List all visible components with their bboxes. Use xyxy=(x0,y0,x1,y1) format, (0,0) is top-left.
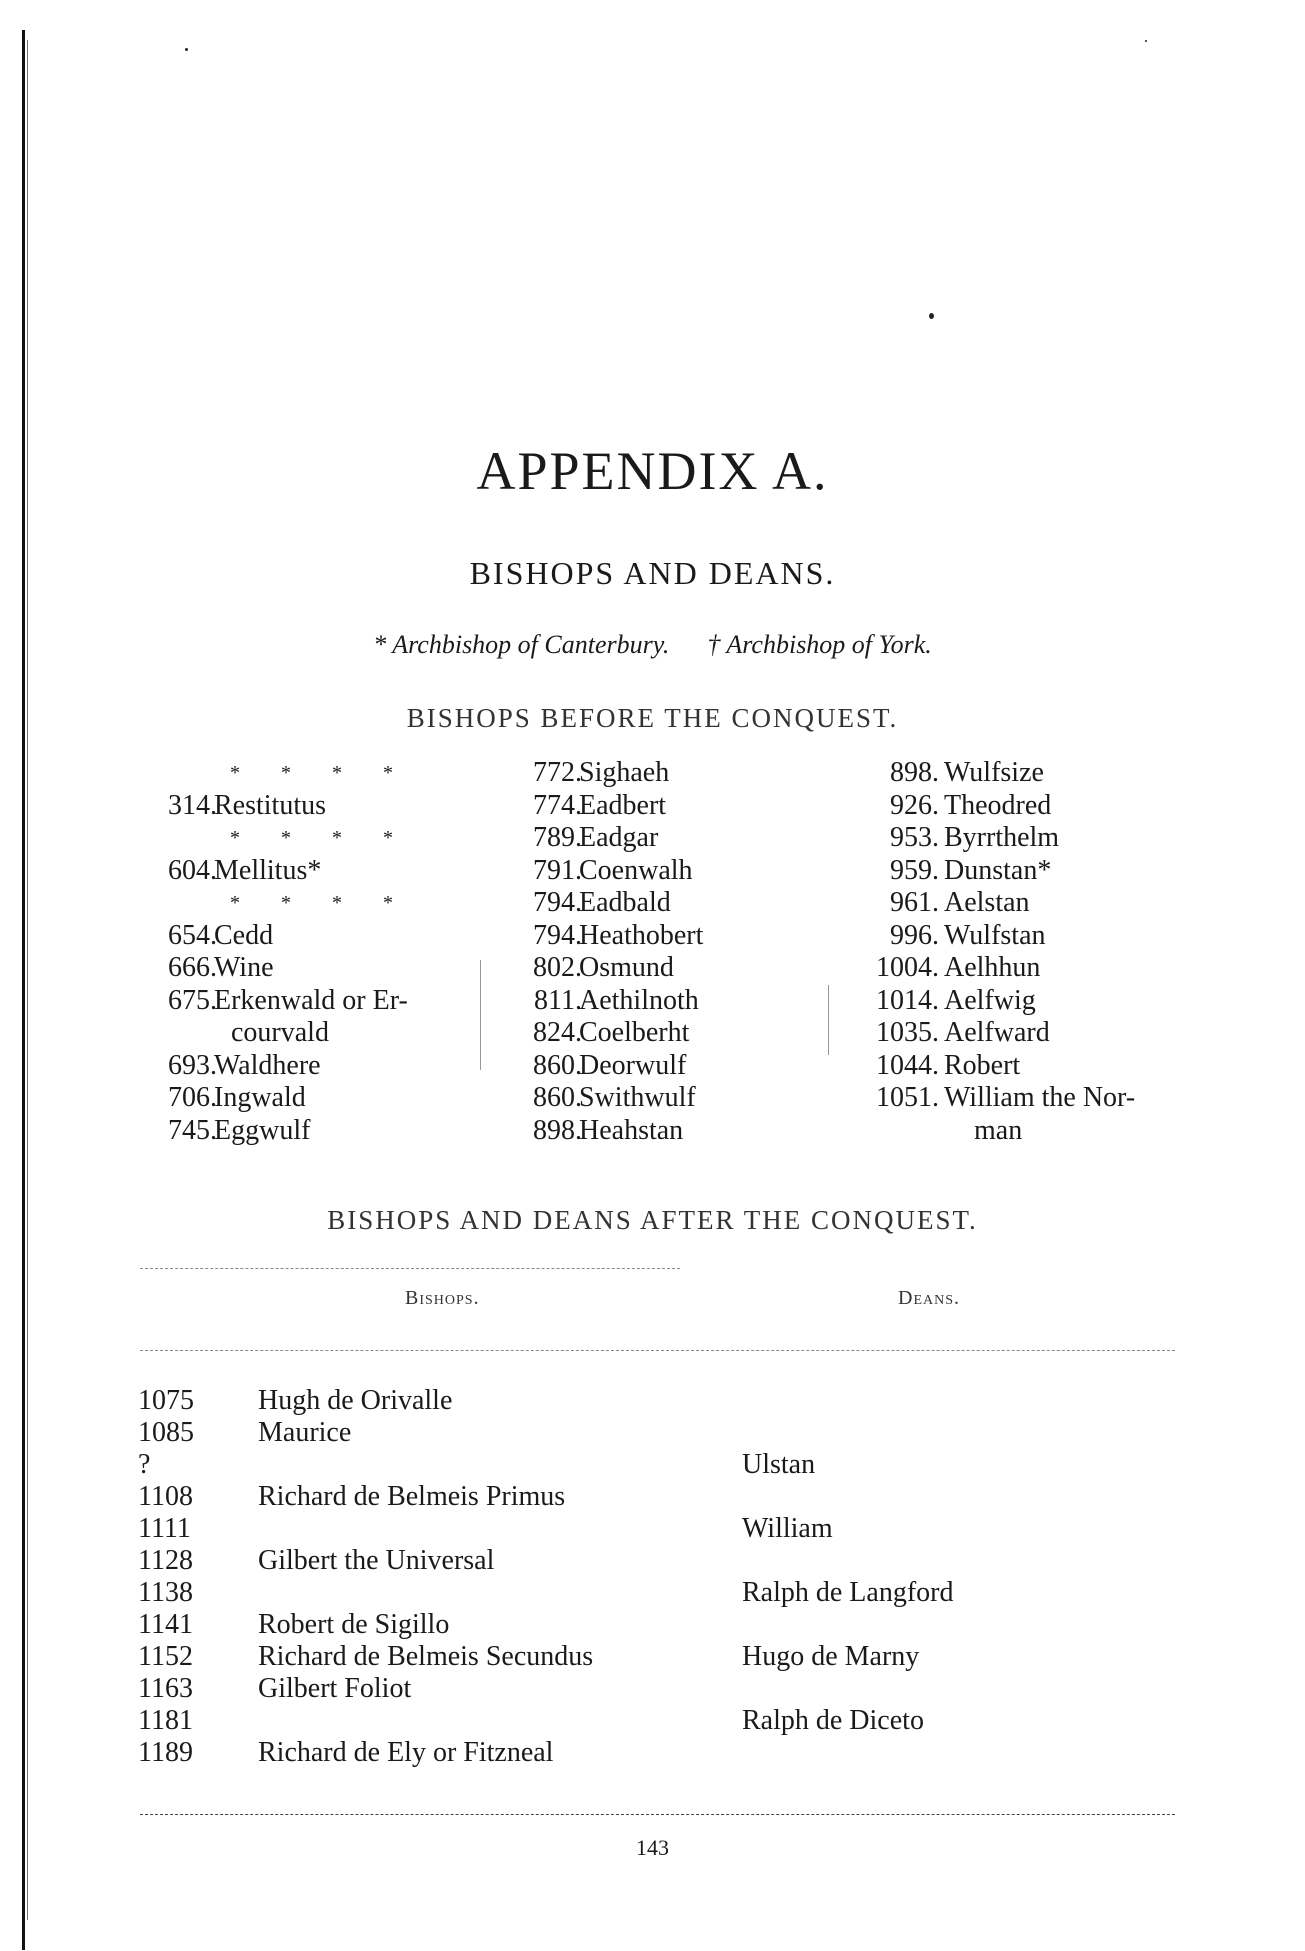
list-item: 860. Deorwulf xyxy=(533,1049,687,1081)
table-row: 1189 Richard de Ely or Fitzneal xyxy=(138,1737,554,1768)
list-item: 666. Wine xyxy=(168,952,274,983)
list-item: 794. Eadbald xyxy=(533,887,671,918)
page-number: 143 xyxy=(636,1835,669,1860)
list-item: 1044. Robert xyxy=(876,1049,1021,1081)
table-row: 1163 Gilbert Foliot xyxy=(138,1673,412,1704)
scan-speck xyxy=(929,313,934,319)
list-item: 961. Aelstan xyxy=(890,887,1030,918)
section-heading-before-conquest: BISHOPS BEFORE THE CONQUEST. xyxy=(406,703,899,733)
list-item: 604. Mellitus* xyxy=(168,854,322,886)
column-header-bishops: Bishops. xyxy=(405,1287,480,1309)
table-row: 1141 Robert de Sigillo xyxy=(138,1609,450,1640)
list-item: 926. Theodred xyxy=(890,789,1052,821)
table-row: 1075 Hugh de Orivalle xyxy=(138,1385,453,1416)
column-header-deans: Deans. xyxy=(898,1287,961,1309)
legend xyxy=(0,630,1305,660)
scan-speck xyxy=(185,48,188,51)
legend-canterbury: * Archbishop of Canterbury. xyxy=(373,630,670,659)
column-divider xyxy=(480,960,481,1070)
list-item: 898. Heahstan xyxy=(533,1114,684,1146)
table-row: 1108 Richard de Belmeis Primus xyxy=(138,1481,566,1512)
page-subtitle: BISHOPS AND DEANS. xyxy=(469,555,836,591)
legend-york: † Archbishop of York. xyxy=(707,630,932,659)
table-row: 1111 William xyxy=(138,1513,833,1544)
list-item: 774. Eadbert xyxy=(533,789,667,821)
list-item: * * * * xyxy=(230,892,411,914)
section-heading-after-conquest: BISHOPS AND DEANS AFTER THE CONQUEST. xyxy=(327,1205,978,1235)
table-row: 1152 Richard de Belmeis Secundus Hugo de Marny xyxy=(138,1641,920,1672)
table-row: 1138 Ralph de Langford xyxy=(138,1577,954,1608)
list-item: * * * * xyxy=(230,762,411,784)
list-item: 953. Byrrthelm xyxy=(890,822,1060,853)
list-item: 675. Erkenwald or Er- xyxy=(168,984,408,1016)
list-item: 898. Wulfsize xyxy=(890,757,1044,788)
list-item: 802. Osmund xyxy=(533,952,674,983)
list-item: 1004. Aelhhun xyxy=(876,952,1041,983)
list-item: 959. Dunstan* xyxy=(890,854,1052,886)
list-item: man xyxy=(974,1114,1023,1146)
list-item: 1014. Aelfwig xyxy=(876,984,1036,1016)
list-item: 1035. Aelfward xyxy=(876,1017,1050,1048)
list-item: 745. Eggwulf xyxy=(168,1114,311,1146)
before-column-3 xyxy=(840,757,1180,1147)
list-item: 654. Cedd xyxy=(168,919,274,951)
list-item: 791. Coenwalh xyxy=(533,854,693,886)
before-column-2 xyxy=(500,757,830,1147)
list-item: courvald xyxy=(231,1017,329,1048)
list-item: 1051. William the Nor- xyxy=(876,1082,1136,1113)
column-divider xyxy=(828,985,829,1055)
scan-speck xyxy=(1145,40,1147,42)
list-item: 811. Aethilnoth xyxy=(534,984,699,1016)
list-item: 314. Restitutus xyxy=(168,789,327,821)
table-row: 1128 Gilbert the Universal xyxy=(138,1545,495,1576)
table-row: 1181 Ralph de Diceto xyxy=(138,1705,924,1736)
list-item: 772. Sighaeh xyxy=(533,757,670,788)
list-item: 860. Swithwulf xyxy=(533,1082,696,1113)
list-item: 706. Ingwald xyxy=(168,1082,306,1113)
table-rule-bottom xyxy=(140,1814,1175,1815)
list-item: 789. Eadgar xyxy=(533,822,659,853)
list-item: 824. Coelberht xyxy=(533,1017,690,1048)
page-title: APPENDIX A. xyxy=(476,441,829,501)
list-item: 794. Heathobert xyxy=(533,919,704,951)
before-column-1 xyxy=(135,757,475,1147)
list-item: 996. Wulfstan xyxy=(890,919,1046,951)
table-rule-top xyxy=(140,1268,680,1269)
table-rule-header xyxy=(140,1350,1175,1351)
list-item: 693. Waldhere xyxy=(168,1049,321,1081)
table-row: 1085 Maurice xyxy=(138,1417,352,1448)
table-row: ? Ulstan xyxy=(138,1449,816,1480)
list-item: * * * * xyxy=(230,827,411,849)
